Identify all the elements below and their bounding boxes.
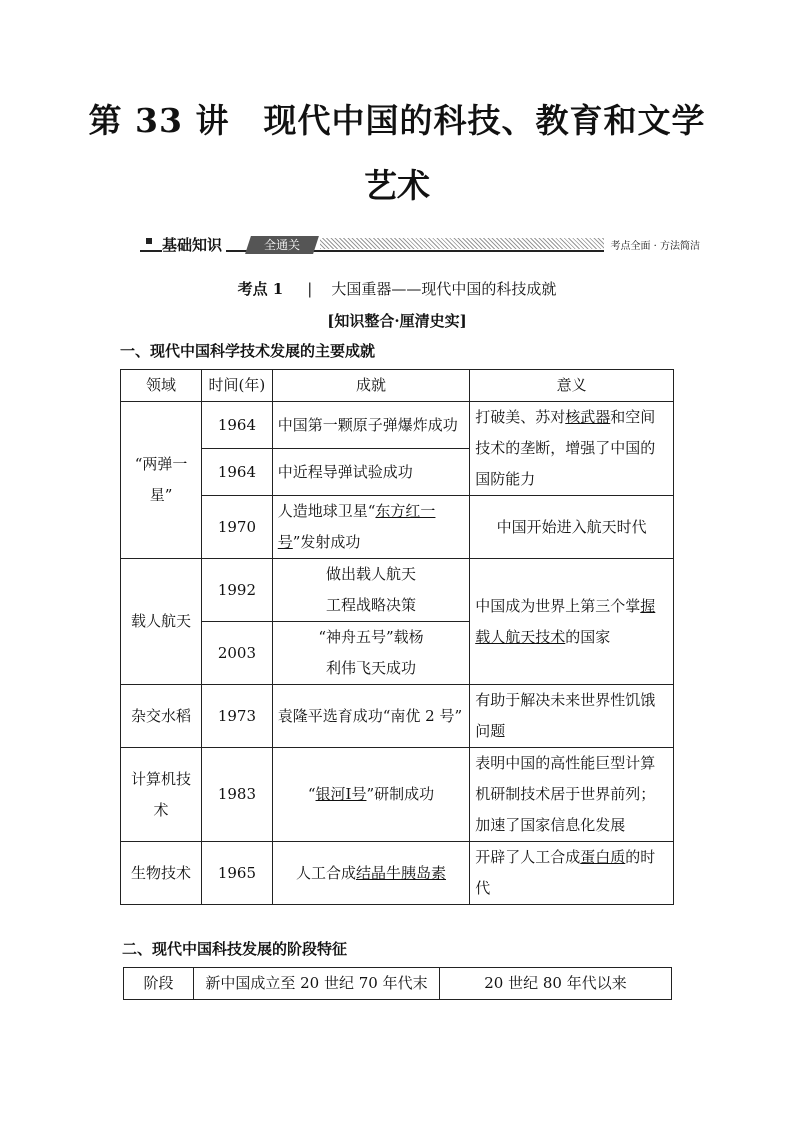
underlined-term: 核武器 <box>565 408 611 426</box>
banner-right-text: 考点全面 · 方法简洁 <box>604 237 700 252</box>
text-line: 利伟飞天成功 <box>325 659 416 677</box>
underlined-term: 蛋白质 <box>580 848 626 866</box>
field-cell: 计算机技术 <box>121 748 202 842</box>
section-heading-2: 二、现代中国科技发展的阶段特征 <box>122 940 348 958</box>
page-title-line2: 艺术 <box>364 166 430 205</box>
achievement-cell <box>272 622 470 685</box>
achievement-cell: 中国第一颗原子弹爆炸成功 <box>272 402 470 449</box>
header-significance: 意义 <box>470 370 674 402</box>
stage-table <box>123 967 672 1000</box>
text-span: ”发射成功 <box>292 533 361 551</box>
achievement-cell <box>272 748 470 842</box>
significance-cell: 中国开始进入航天时代 <box>470 496 674 559</box>
achievement-cell: 袁隆平选育成功“南优 2 号” <box>272 685 470 748</box>
header-year: 时间(年) <box>202 370 273 402</box>
achievements-table <box>120 369 674 905</box>
kaodian-divider: | <box>307 280 332 298</box>
year-cell: 1983 <box>202 748 273 842</box>
field-cell: “两弹一星” <box>121 402 202 559</box>
text-span: “ <box>307 785 316 803</box>
table-header-row <box>121 370 674 402</box>
underlined-term: 银河Ⅰ号 <box>315 785 367 803</box>
subtitle: [知识整合·厘清史实] <box>327 312 467 330</box>
page-title: 第 33 讲 现代中国的科技、教育和文学 <box>88 101 706 140</box>
field-cell: 杂交水稻 <box>121 685 202 748</box>
underlined-term: 东方红一号 <box>277 502 436 551</box>
achievement-cell <box>272 842 470 905</box>
stage-period-1: 新中国成立至 20 世纪 70 年代末 <box>194 968 440 1000</box>
achievement-cell <box>272 559 470 622</box>
year-cell: 1964 <box>202 402 273 449</box>
banner-badge-text: 全通关 <box>263 238 300 252</box>
table-row <box>121 842 674 905</box>
text-line: 工程战略决策 <box>325 596 416 614</box>
text-span: 开辟了人工合成 <box>475 848 581 866</box>
text-span: 的国家 <box>565 627 611 646</box>
banner-label: 基础知识 <box>162 234 226 255</box>
year-cell: 1964 <box>202 449 273 496</box>
underlined-term: 握载人航天技术 <box>475 596 656 646</box>
kaodian-number: 考点 1 <box>237 280 284 298</box>
stage-period-2: 20 世纪 80 年代以来 <box>440 968 672 1000</box>
significance-cell <box>470 559 674 685</box>
field-cell: 载人航天 <box>121 559 202 685</box>
significance-cell: 表明中国的高性能巨型计算机研制技术居于世界前列；加速了国家信息化发展 <box>470 748 674 842</box>
table-row <box>121 496 674 559</box>
achievement-cell: 中近程导弹试验成功 <box>272 449 470 496</box>
square-bullet-icon <box>146 238 152 244</box>
year-cell: 1973 <box>202 685 273 748</box>
table-row <box>121 559 674 622</box>
kaodian-title: 大国重器——现代中国的科技成就 <box>331 280 557 298</box>
year-cell: 2003 <box>202 622 273 685</box>
text-span: 中国成为世界上第三个掌 <box>475 596 641 615</box>
significance-cell <box>470 402 674 496</box>
section-heading-1: 一、现代中国科学技术发展的主要成就 <box>120 342 376 360</box>
text-span: 人工合成 <box>295 863 356 882</box>
table-row <box>121 685 674 748</box>
text-span: ”研制成功 <box>366 785 435 803</box>
year-cell: 1970 <box>202 496 273 559</box>
significance-cell: 有助于解决未来世界性饥饿问题 <box>470 685 674 748</box>
significance-cell <box>470 842 674 905</box>
table-row <box>121 748 674 842</box>
achievement-cell <box>272 496 470 559</box>
text-line: “神舟五号”载杨 <box>318 628 424 646</box>
stage-label-cell: 阶段 <box>124 968 194 1000</box>
text-line: 做出载人航天 <box>325 565 416 583</box>
year-cell: 1965 <box>202 842 273 905</box>
text-span: 打破美、苏对 <box>475 408 566 426</box>
header-achievement: 成就 <box>272 370 470 402</box>
kaodian-heading <box>0 278 794 299</box>
text-span: 和空间技术的垄断，增强了中国的国防能力 <box>475 408 656 488</box>
year-cell: 1992 <box>202 559 273 622</box>
field-cell: 生物技术 <box>121 842 202 905</box>
text-span: 的时代 <box>475 848 656 897</box>
header-field: 领域 <box>121 370 202 402</box>
table-row <box>124 968 672 1000</box>
section-banner <box>140 236 700 256</box>
underlined-term: 结晶牛胰岛素 <box>356 863 447 882</box>
text-span: 人造地球卫星“ <box>277 502 376 520</box>
banner-badge <box>245 236 319 254</box>
table-row <box>121 402 674 449</box>
